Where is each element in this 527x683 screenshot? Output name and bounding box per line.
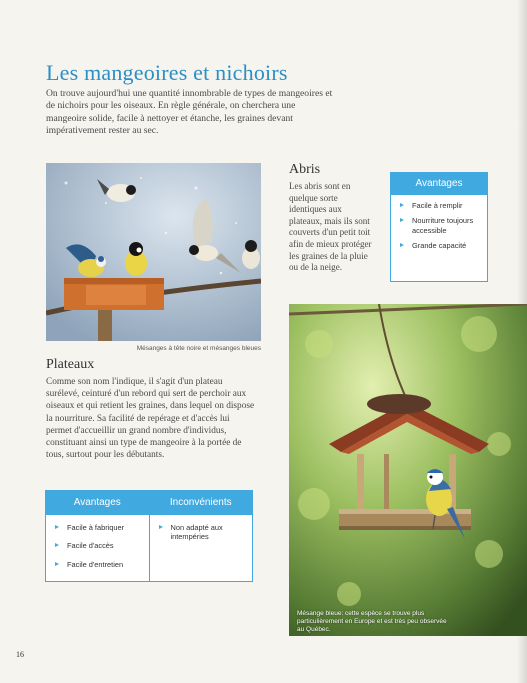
abris-heading: Abris [289,162,321,177]
plateaux-heading: Plateaux [46,357,95,372]
covered-feeder-illustration [289,304,527,636]
list-item [55,523,143,532]
plateaux-pros-cons-table [45,490,253,582]
list-item [400,216,481,235]
plateaux-avantages-list [46,515,149,569]
plateaux-avantages-header: Avantages [46,491,149,515]
bullet-arrow-icon [55,525,59,529]
bullet-arrow-icon [55,543,59,547]
list-item [55,560,143,569]
bullet-arrow-icon [400,243,404,247]
list-item-text: Facile à fabriquer [67,523,125,532]
plateaux-paragraph: Comme son nom l'indique, il s'agit d'un plateau surélevé, ceinturé d'un rebord qui sert de perchoir aux oiseaux et qui retient les graines, dans lequel on dispose la nourriture. Sa facilité de repérage et d'accès lui permet d'accueillir un grand nombre d'individus, constituant ainsi un type de mangeoire à la portée de tous, surtout pour les débutants. [46,377,255,461]
list-item [400,201,481,210]
list-item-text: Facile d'accès [67,541,114,551]
list-item [55,541,143,550]
page-number: 16 [16,650,24,659]
page-title: Les mangeoires et nichoirs [46,60,288,85]
plateaux-avantages-column [46,491,149,581]
abris-paragraph: Les abris sont en quelque sorte identiques aux plateaux, mais ils sont couverts d'un petit toit afin de mieux protéger les graines de la pluie ou de la neige. [289,181,372,273]
photo1-caption: Mésanges à tête noire et mésanges bleues [136,345,261,352]
photo2-caption: Mésange bleue: cette espèce se trouve plus particulièrement en Europe et est très peu observée au Québec. [297,610,447,633]
feeder-birds-photo [46,163,261,341]
covered-feeder-photo [289,304,527,636]
intro-paragraph: On trouve aujourd'hui une quantité innombrable de types de mangeoires et de nichoirs pour les oiseaux. En règle générale, on cherchera une mangeoire solide, facile à nettoyer et étanche, les graines devant impérativement rester au sec. [46,88,333,137]
list-item-text: Facile à remplir [412,201,463,210]
abris-avantages-header: Avantages [391,173,487,195]
list-item-text: Grande capacité [412,241,467,251]
list-item-text: Non adapté aux intempéries [170,523,223,542]
plateaux-inconvenients-column [149,491,253,581]
list-item [159,523,247,542]
bullet-arrow-icon [400,218,404,222]
list-item [400,241,481,250]
bullet-arrow-icon [159,525,163,529]
abris-avantages-list [391,195,487,251]
feeder-birds-illustration [46,163,261,341]
plateaux-inconvenients-list [150,515,253,542]
plateaux-inconvenients-header: Inconvénients [150,491,253,515]
bullet-arrow-icon [400,203,404,207]
list-item-text: Facile d'entretien [67,559,124,569]
bullet-arrow-icon [55,562,59,566]
abris-avantages-box [390,172,488,282]
list-item-text: Nourriture toujours accessible [412,216,474,235]
